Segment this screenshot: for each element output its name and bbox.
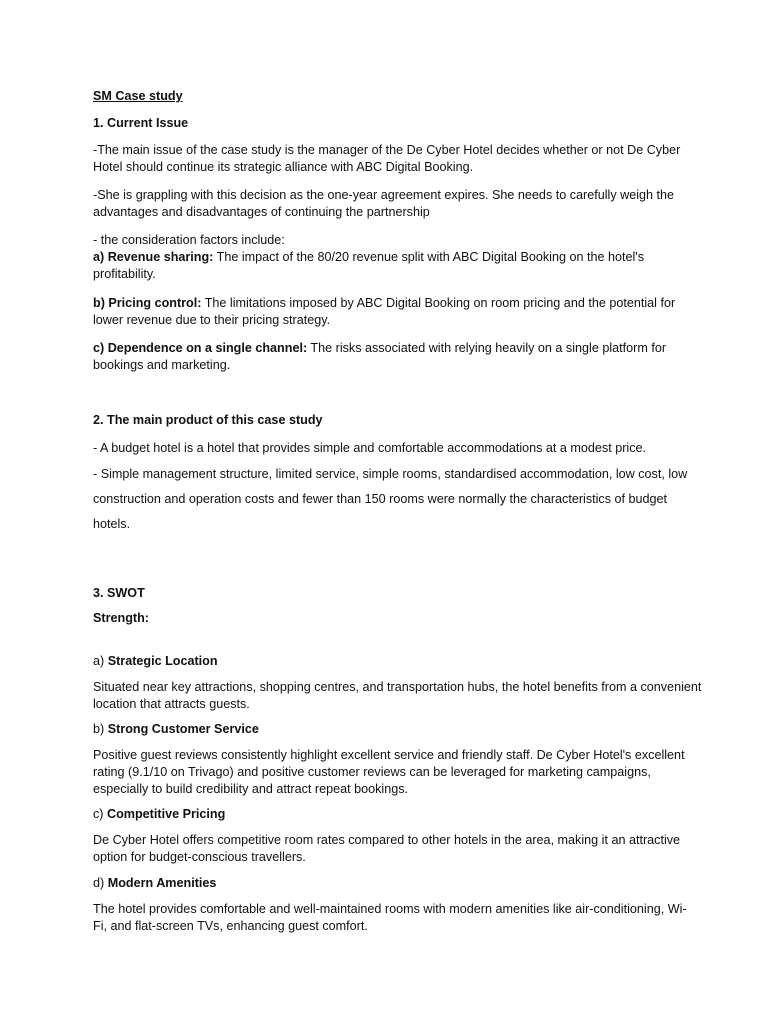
- item-prefix: b): [93, 722, 108, 736]
- strength-b-text: Positive guest reviews consistently highlight excellent service and friendly staff. De Cyber Hotel's excellent rating (9.1/10 on Trivago) and positive customer reviews can be leveraged for marketing campaigns, especially to build credibility and attract repeat bookings.: [93, 748, 685, 796]
- factor-pricing-control: [93, 295, 693, 329]
- strength-c-text: De Cyber Hotel offers competitive room rates compared to other hotels in the area, making it an attractive option for budget-conscious travellers.: [93, 833, 681, 864]
- item-title: Modern Amenities: [107, 876, 217, 890]
- factor-label: a) Revenue sharing:: [93, 250, 214, 264]
- section-2-paragraph-2: - Simple management structure, limited service, simple rooms, standardised accommodation, low cost, low construction and operation costs and fewer than 150 rooms were normally the characteristics of budget hotels.: [93, 467, 688, 531]
- section-1-heading: 1. Current Issue: [93, 116, 189, 130]
- item-title: Competitive Pricing: [107, 807, 226, 821]
- strength-a-heading: [93, 653, 693, 670]
- strength-a-text: Situated near key attractions, shopping centres, and transportation hubs, the hotel benefits from a convenient location that attracts guests.: [93, 680, 702, 711]
- factor-label: c) Dependence on a single channel:: [93, 341, 308, 355]
- document-title: SM Case study: [93, 89, 183, 103]
- item-prefix: a): [93, 654, 108, 668]
- strength-c-heading: [93, 806, 693, 823]
- factor-text: The impact of the 80/20 revenue split with ABC Digital Booking on the hotel's profitability.: [93, 250, 644, 281]
- item-prefix: c): [93, 807, 107, 821]
- strength-b-heading: [93, 721, 693, 738]
- strength-d-text: The hotel provides comfortable and well-maintained rooms with modern amenities like air-conditioning, Wi-Fi, and flat-screen TVs, enhancing guest comfort.: [93, 902, 687, 933]
- factor-revenue-sharing: [93, 249, 693, 283]
- section-3-heading: 3. SWOT: [93, 586, 145, 600]
- item-prefix: d): [93, 876, 108, 890]
- factor-text: The limitations imposed by ABC Digital Booking on room pricing and the potential for lower revenue due to their pricing strategy.: [93, 296, 676, 327]
- section-1-paragraph-2: -She is grappling with this decision as the one-year agreement expires. She needs to carefully weigh the advantages and disadvantages of continuing the partnership: [93, 188, 675, 219]
- section-1-paragraph-1: -The main issue of the case study is the manager of the De Cyber Hotel decides whether or not De Cyber Hotel should continue its strategic alliance with ABC Digital Booking.: [93, 143, 681, 174]
- section-2-paragraph-1: - A budget hotel is a hotel that provides simple and comfortable accommodations at a modest price.: [93, 441, 647, 455]
- factors-intro: - the consideration factors include:: [93, 233, 285, 247]
- factor-label: b) Pricing control:: [93, 296, 202, 310]
- strength-subheading: Strength:: [93, 611, 149, 625]
- section-2-heading: 2. The main product of this case study: [93, 413, 323, 427]
- factor-text: The risks associated with relying heavily on a single platform for bookings and marketing.: [93, 341, 667, 372]
- item-title: Strategic Location: [107, 654, 218, 668]
- strength-d-heading: [93, 875, 693, 892]
- factor-single-channel: [93, 340, 693, 374]
- item-title: Strong Customer Service: [107, 722, 259, 736]
